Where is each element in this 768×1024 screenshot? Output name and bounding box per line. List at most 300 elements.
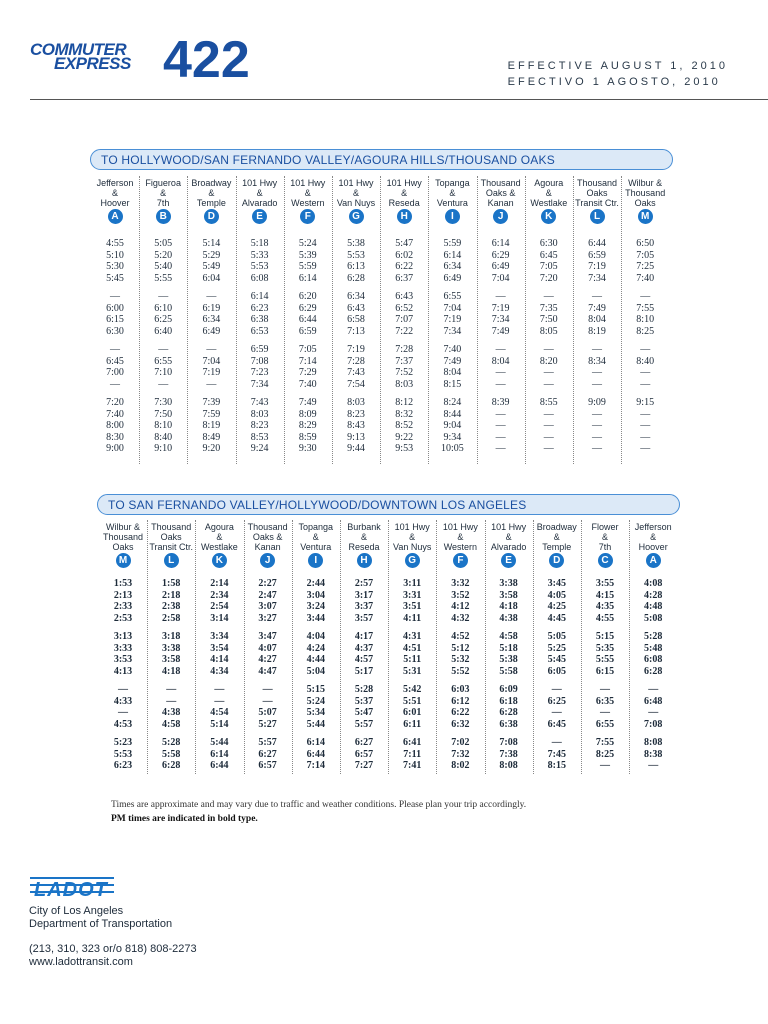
departure-time: 7:40 xyxy=(106,408,124,420)
departure-time: 7:27 xyxy=(354,760,374,771)
time-group xyxy=(582,578,628,624)
inbound-column-f xyxy=(437,522,483,772)
departure-time: 5:44 xyxy=(306,718,325,730)
departure-time: 6:15 xyxy=(595,665,615,677)
time-group xyxy=(389,631,435,677)
departure-time: 4:31 xyxy=(403,631,422,642)
time-group xyxy=(526,238,572,284)
departure-time: 5:20 xyxy=(154,249,173,261)
contact-info xyxy=(29,905,197,969)
departure-time: 4:47 xyxy=(258,665,277,677)
departure-time: 6:38 xyxy=(250,314,269,325)
departure-time: 8:44 xyxy=(443,408,462,420)
org-city: City of Los Angeles xyxy=(29,905,124,917)
stop-name: Burbank & Reseda xyxy=(347,522,381,552)
column-divider xyxy=(388,520,389,774)
departure-time: 5:14 xyxy=(210,718,229,730)
departure-time: 8:52 xyxy=(395,420,414,431)
departure-time: 7:14 xyxy=(298,355,317,367)
departure-time: 6:23 xyxy=(250,302,269,314)
inbound-column-m xyxy=(100,522,146,772)
departure-time: 8:08 xyxy=(644,737,663,748)
departure-time: 7:35 xyxy=(539,302,558,314)
inbound-direction-banner: TO SAN FERNANDO VALLEY/HOLLYWOOD/DOWNTOWN LOS ANGELES xyxy=(97,494,680,515)
stop-badge-a: A xyxy=(108,209,123,224)
time-group xyxy=(100,631,146,677)
departure-time: 8:15 xyxy=(443,378,462,390)
column-divider xyxy=(147,520,148,774)
departure-time: 5:04 xyxy=(306,665,325,677)
departure-time: 8:03 xyxy=(250,408,269,420)
departure-time: 8:04 xyxy=(443,367,462,378)
stop-badge-h: H xyxy=(397,209,412,224)
departure-time: 8:29 xyxy=(298,420,317,431)
departure-time: 2:44 xyxy=(306,578,325,589)
departure-time: 8:23 xyxy=(250,420,269,431)
time-group xyxy=(333,344,379,390)
time-group xyxy=(293,737,339,772)
stop-name: Wilbur & Thousand Oaks xyxy=(102,522,144,552)
departure-time: 3:58 xyxy=(499,589,518,601)
departure-time: 7:38 xyxy=(499,748,518,760)
departure-time: — xyxy=(592,408,602,420)
departure-time: 5:49 xyxy=(202,261,221,272)
departure-time: 3:31 xyxy=(403,589,422,601)
departure-time: 4:07 xyxy=(258,642,277,654)
departure-time: 5:58 xyxy=(162,748,181,760)
departure-time: 6:00 xyxy=(106,302,124,314)
departure-time: 7:41 xyxy=(403,760,422,771)
departure-time: 5:45 xyxy=(106,272,124,284)
departure-time: 6:43 xyxy=(395,291,414,302)
time-group xyxy=(526,291,572,337)
effective-date-es: EFECTIVO 1 AGOSTO, 2010 xyxy=(507,76,721,88)
departure-time: 3:11 xyxy=(403,578,422,589)
stop-name: Figueroa & 7th xyxy=(145,178,181,208)
stop-badge-j: J xyxy=(260,553,275,568)
stop-badge-l: L xyxy=(590,209,605,224)
departure-time: 7:50 xyxy=(539,314,558,325)
stop-name: Broadway & Temple xyxy=(191,178,232,208)
departure-time: 5:23 xyxy=(113,737,133,748)
stop-name: Flower & 7th xyxy=(591,522,619,552)
departure-time: — xyxy=(648,684,659,695)
departure-time: — xyxy=(543,291,554,302)
departure-time: 3:53 xyxy=(113,654,133,665)
departure-time: 5:47 xyxy=(354,707,374,718)
stop-name: Agoura & Westlake xyxy=(200,522,238,552)
inbound-column-a xyxy=(630,522,676,772)
time-group xyxy=(622,291,668,337)
departure-time: 6:13 xyxy=(347,261,365,272)
departure-time: 6:55 xyxy=(154,355,173,367)
departure-time: 8:25 xyxy=(636,325,655,337)
departure-time: 5:07 xyxy=(258,707,277,718)
outbound-column-a xyxy=(92,178,138,455)
time-group xyxy=(245,578,291,624)
departure-time: 7:49 xyxy=(443,355,462,367)
departure-time: 7:11 xyxy=(403,748,422,760)
time-group xyxy=(582,737,628,772)
departure-time: 4:53 xyxy=(113,718,133,730)
departure-time: — xyxy=(495,443,506,454)
outbound-column-h xyxy=(381,178,427,455)
departure-time: 6:28 xyxy=(347,272,365,284)
stop-badge-j: J xyxy=(493,209,508,224)
time-group xyxy=(293,684,339,730)
departure-time: 7:34 xyxy=(250,378,269,390)
departure-time: 6:05 xyxy=(547,665,566,677)
stop-name: Wilbur & Thousand Oaks xyxy=(625,178,666,208)
time-group xyxy=(630,684,676,730)
departure-time: 9:09 xyxy=(588,397,606,408)
stop-name: 101 Hwy & Alvarado xyxy=(490,522,527,552)
column-divider xyxy=(428,176,429,464)
departure-time: 7:59 xyxy=(202,408,221,420)
time-group xyxy=(100,684,146,730)
header-divider xyxy=(30,99,768,100)
departure-time: 7:40 xyxy=(443,344,462,355)
column-divider xyxy=(525,176,526,464)
departure-time: — xyxy=(543,443,554,454)
column-divider xyxy=(236,176,237,464)
departure-time: 5:25 xyxy=(547,642,566,654)
departure-time: 3:37 xyxy=(354,601,374,612)
time-group xyxy=(574,291,620,337)
stop-badge-l: L xyxy=(164,553,179,568)
departure-time: 8:40 xyxy=(154,431,173,443)
departure-time: 5:11 xyxy=(403,654,422,665)
org-dept: Department of Transportation xyxy=(29,918,173,930)
departure-time: 5:42 xyxy=(403,684,422,695)
departure-time: 8:23 xyxy=(347,408,365,420)
departure-time: 4:11 xyxy=(403,612,422,624)
departure-time: — xyxy=(110,291,120,302)
departure-time: 7:04 xyxy=(491,272,510,284)
time-group xyxy=(478,344,524,390)
departure-time: 8:03 xyxy=(347,397,365,408)
departure-time: 6:45 xyxy=(547,718,566,730)
outbound-direction-banner: TO HOLLYWOOD/SAN FERNANDO VALLEY/AGOURA HILLS/THOUSAND OAKS xyxy=(90,149,673,170)
outbound-column-k xyxy=(526,178,572,455)
stop-name: Thousand Oaks & Kanan xyxy=(480,178,521,208)
time-group xyxy=(478,397,524,455)
column-divider xyxy=(436,520,437,774)
departure-time: 7:40 xyxy=(636,272,655,284)
time-group xyxy=(486,578,532,624)
departure-time: 5:31 xyxy=(403,665,422,677)
departure-time: 3:13 xyxy=(113,631,133,642)
departure-time: 6:14 xyxy=(491,238,510,249)
effective-date xyxy=(508,58,728,90)
time-group xyxy=(429,344,475,390)
departure-time: 4:14 xyxy=(210,654,229,665)
departure-time: 7:50 xyxy=(154,408,173,420)
departure-time: — xyxy=(592,291,602,302)
time-group xyxy=(140,238,186,284)
departure-time: 7:28 xyxy=(347,355,365,367)
time-group xyxy=(196,578,242,624)
time-group xyxy=(486,631,532,677)
departure-time: 6:14 xyxy=(250,291,269,302)
departure-time: 5:44 xyxy=(210,737,229,748)
time-group xyxy=(245,631,291,677)
departure-time: 4:45 xyxy=(547,612,566,624)
departure-time: 6:34 xyxy=(202,314,221,325)
column-divider xyxy=(195,520,196,774)
departure-time: 2:34 xyxy=(210,589,229,601)
departure-time: — xyxy=(551,737,562,748)
stop-name: Thousand Oaks Transit Ctr. xyxy=(575,178,619,208)
departure-time: 6:34 xyxy=(443,261,462,272)
stop-badge-f: F xyxy=(453,553,468,568)
departure-time: 4:24 xyxy=(306,642,325,654)
outbound-column-i xyxy=(429,178,475,455)
departure-time: 6:12 xyxy=(451,695,470,707)
time-group xyxy=(245,684,291,730)
departure-time: 8:10 xyxy=(154,420,173,431)
phone-number: (213, 310, 323 or/o 818) 808-2273 xyxy=(29,943,197,955)
stop-badge-d: D xyxy=(204,209,219,224)
departure-time: — xyxy=(495,408,506,420)
departure-time: 6:57 xyxy=(354,748,374,760)
departure-time: 4:55 xyxy=(106,238,124,249)
departure-time: 5:47 xyxy=(395,238,414,249)
departure-time: 5:05 xyxy=(154,238,173,249)
departure-time: 6:18 xyxy=(499,695,518,707)
time-group xyxy=(285,344,331,390)
stop-name: 101 Hwy & Western xyxy=(290,178,326,208)
departure-time: 6:14 xyxy=(306,737,325,748)
departure-time: 6:22 xyxy=(395,261,414,272)
departure-time: 6:40 xyxy=(154,325,173,337)
departure-time: 6:29 xyxy=(491,249,510,261)
time-group xyxy=(333,291,379,337)
departure-time: — xyxy=(495,420,506,431)
departure-time: 7:08 xyxy=(644,718,663,730)
departure-time: 8:04 xyxy=(491,355,510,367)
time-group xyxy=(196,684,242,730)
departure-time: — xyxy=(592,431,602,443)
departure-time: 3:58 xyxy=(162,654,181,665)
time-group xyxy=(630,631,676,677)
departure-time: 5:27 xyxy=(258,718,277,730)
departure-time: 5:58 xyxy=(499,665,518,677)
departure-time: 6:48 xyxy=(644,695,663,707)
departure-time: 1:58 xyxy=(162,578,181,589)
departure-time: — xyxy=(592,420,602,431)
departure-time: 6:14 xyxy=(210,748,229,760)
departure-time: — xyxy=(543,431,554,443)
departure-time: 3:54 xyxy=(210,642,229,654)
departure-time: 8:34 xyxy=(588,355,606,367)
departure-time: — xyxy=(214,695,225,707)
departure-time: 5:08 xyxy=(644,612,663,624)
departure-time: 3:47 xyxy=(258,631,277,642)
stop-name: Thousand Oaks & Kanan xyxy=(247,522,288,552)
ladot-logo xyxy=(30,877,114,901)
departure-time: 6:45 xyxy=(539,249,558,261)
stop-name: Jefferson & Hoover xyxy=(96,178,134,208)
departure-time: 8:25 xyxy=(595,748,615,760)
departure-time: — xyxy=(118,684,128,695)
departure-time: 6:38 xyxy=(499,718,518,730)
time-group xyxy=(486,737,532,772)
departure-time: 7:23 xyxy=(250,367,269,378)
time-group xyxy=(341,631,387,677)
outbound-column-j xyxy=(478,178,524,455)
departure-time: 6:44 xyxy=(210,760,229,771)
departure-time: 6:19 xyxy=(202,302,221,314)
website-link[interactable]: www.ladottransit.com xyxy=(29,956,133,968)
departure-time: 6:28 xyxy=(162,760,181,771)
departure-time: — xyxy=(110,344,120,355)
departure-time: 9:20 xyxy=(202,443,221,454)
departure-time: 6:52 xyxy=(395,302,414,314)
departure-time: 6:04 xyxy=(202,272,221,284)
departure-time: 5:29 xyxy=(202,249,221,261)
inbound-column-e xyxy=(486,522,532,772)
departure-time: 7:34 xyxy=(588,272,606,284)
time-group xyxy=(574,344,620,390)
departure-time: 7:20 xyxy=(106,397,124,408)
departure-time: 7:19 xyxy=(202,367,221,378)
departure-time: — xyxy=(214,684,225,695)
inbound-column-l xyxy=(148,522,194,772)
time-group xyxy=(92,291,138,337)
departure-time: 8:24 xyxy=(443,397,462,408)
time-group xyxy=(437,737,483,772)
departure-time: — xyxy=(592,443,602,454)
departure-time: 4:33 xyxy=(113,695,133,707)
departure-time: 9:30 xyxy=(298,443,317,454)
departure-time: 7:05 xyxy=(298,344,317,355)
departure-time: 8:32 xyxy=(395,408,414,420)
departure-time: 5:18 xyxy=(499,642,518,654)
stop-name: 101 Hwy & Van Nuys xyxy=(393,522,432,552)
note-pm-bold: PM times are indicated in bold type. xyxy=(111,814,258,824)
departure-time: 7:07 xyxy=(395,314,414,325)
departure-time: 4:12 xyxy=(451,601,470,612)
column-divider xyxy=(533,520,534,774)
commuter-express-logo xyxy=(30,40,148,80)
column-divider xyxy=(244,520,245,774)
outbound-column-d xyxy=(188,178,234,455)
time-group xyxy=(341,737,387,772)
inbound-column-j xyxy=(245,522,291,772)
departure-time: 6:57 xyxy=(258,760,277,771)
column-divider xyxy=(621,176,622,464)
stop-badge-i: I xyxy=(445,209,460,224)
column-divider xyxy=(477,176,478,464)
departure-time: 7:55 xyxy=(595,737,615,748)
departure-time: 7:43 xyxy=(250,397,269,408)
column-divider xyxy=(187,176,188,464)
departure-time: — xyxy=(592,378,602,390)
column-divider xyxy=(340,520,341,774)
departure-time: 4:48 xyxy=(644,601,663,612)
departure-time: 4:32 xyxy=(451,612,470,624)
departure-time: 7:29 xyxy=(298,367,317,378)
departure-time: 7:49 xyxy=(298,397,317,408)
time-group xyxy=(92,344,138,390)
time-group xyxy=(285,397,331,455)
departure-time: — xyxy=(158,291,169,302)
departure-time: 6:44 xyxy=(298,314,317,325)
departure-time: 4:04 xyxy=(306,631,325,642)
departure-time: 6:01 xyxy=(403,707,422,718)
departure-time: 7:32 xyxy=(451,748,470,760)
departure-time: 4:25 xyxy=(547,601,566,612)
time-group xyxy=(630,737,676,772)
departure-time: — xyxy=(600,707,610,718)
time-group xyxy=(429,238,475,284)
departure-time: 7:08 xyxy=(250,355,269,367)
departure-time: 4:44 xyxy=(306,654,325,665)
effective-date-en: EFFECTIVE AUGUST 1, 2010 xyxy=(507,60,728,72)
logo-text-express: EXPRESS xyxy=(54,54,131,73)
departure-time: 6:08 xyxy=(250,272,269,284)
time-group xyxy=(341,684,387,730)
departure-time: — xyxy=(495,378,506,390)
time-group xyxy=(188,291,234,337)
departure-time: 5:24 xyxy=(306,695,325,707)
departure-time: 6:41 xyxy=(403,737,422,748)
stop-badge-i: I xyxy=(308,553,323,568)
time-group xyxy=(622,397,668,455)
departure-time: 7:19 xyxy=(347,344,365,355)
time-group xyxy=(293,631,339,677)
departure-time: 6:55 xyxy=(443,291,462,302)
departure-time: 6:34 xyxy=(347,291,365,302)
departure-time: 5:33 xyxy=(250,249,269,261)
departure-time: 7:19 xyxy=(588,261,606,272)
departure-time: 5:38 xyxy=(347,238,365,249)
departure-time: 8:10 xyxy=(636,314,655,325)
stop-badge-g: G xyxy=(349,209,364,224)
departure-time: 4:38 xyxy=(162,707,181,718)
departure-time: 8:19 xyxy=(202,420,221,431)
stop-name: Topanga & Ventura xyxy=(298,522,334,552)
departure-time: — xyxy=(640,378,651,390)
departure-time: 6:30 xyxy=(106,325,124,337)
time-group xyxy=(389,578,435,624)
stop-badge-e: E xyxy=(252,209,267,224)
time-group xyxy=(140,291,186,337)
departure-time: 6:44 xyxy=(588,238,606,249)
column-divider xyxy=(284,176,285,464)
stop-name: 101 Hwy & Alvarado xyxy=(241,178,278,208)
time-group xyxy=(389,684,435,730)
departure-time: 8:08 xyxy=(499,760,518,771)
departure-time: 3:44 xyxy=(306,612,325,624)
departure-time: 8:15 xyxy=(547,760,566,771)
stop-badge-m: M xyxy=(638,209,653,224)
stop-badge-b: B xyxy=(156,209,171,224)
time-group xyxy=(381,238,427,284)
time-group xyxy=(437,578,483,624)
time-group xyxy=(140,344,186,390)
time-group xyxy=(381,344,427,390)
departure-time: 2:18 xyxy=(162,589,181,601)
stop-name: 101 Hwy & Van Nuys xyxy=(336,178,376,208)
time-group xyxy=(381,291,427,337)
outbound-column-f xyxy=(285,178,331,455)
departure-time: — xyxy=(648,707,659,718)
departure-time: — xyxy=(551,707,562,718)
time-group xyxy=(188,344,234,390)
route-number: 422 xyxy=(163,31,250,89)
